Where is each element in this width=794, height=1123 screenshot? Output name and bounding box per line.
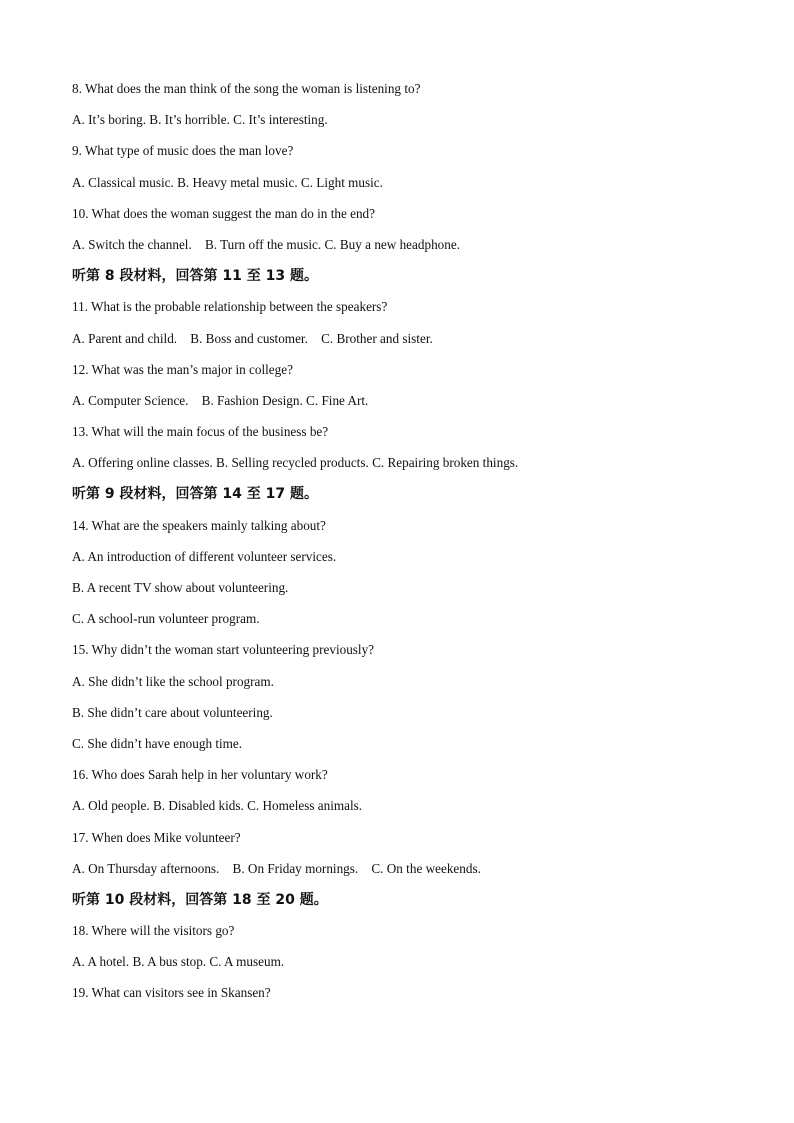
question-11: 11. What is the probable relationship between the speakers? — [72, 299, 388, 315]
option-15c: C. She didn’t have enough time. — [72, 735, 243, 751]
options-16: A. Old people. B. Disabled kids. C. Homeless animals. — [72, 798, 363, 814]
question-9: 9. What type of music does the man love? — [72, 143, 294, 159]
option-15b: B. She didn’t care about volunteering. — [72, 704, 273, 720]
options-10: A. Switch the channel. B. Turn off the music. C. Buy a new headphone. — [72, 236, 461, 252]
option-14a: A. An introduction of different volunteer services. — [72, 548, 337, 564]
options-9: A. Classical music. B. Heavy metal music. C. Light music. — [72, 174, 383, 190]
question-12: 12. What was the man’s major in college? — [72, 361, 293, 377]
question-17: 17. When does Mike volunteer? — [72, 829, 241, 845]
question-13: 13. What will the main focus of the business be? — [72, 424, 329, 440]
section-heading-10: 听第 10 段材料，回答第 18 至 20 题。 — [72, 891, 328, 908]
question-18: 18. Where will the visitors go? — [72, 923, 235, 939]
question-15: 15. Why didn’t the woman start volunteering previously? — [72, 642, 375, 658]
options-17: A. On Thursday afternoons. B. On Friday mornings. C. On the weekends. — [72, 860, 481, 876]
question-8: 8. What does the man think of the song the woman is listening to? — [72, 81, 421, 96]
section-heading-8: 听第 8 段材料，回答第 11 至 13 题。 — [72, 268, 318, 285]
options-18: A. A hotel. B. A bus stop. C. A museum. — [72, 954, 285, 970]
options-12: A. Computer Science. B. Fashion Design. C. Fine Art. — [72, 392, 369, 408]
option-14b: B. A recent TV show about volunteering. — [72, 580, 289, 595]
option-15a: A. She didn’t like the school program. — [72, 673, 274, 689]
question-19: 19. What can visitors see in Skansen? — [72, 985, 271, 1001]
options-8: A. It’s boring. B. It’s horrible. C. It’s interesting. — [72, 112, 328, 128]
section-heading-9: 听第 9 段材料，回答第 14 至 17 题。 — [72, 486, 318, 503]
question-14: 14. What are the speakers mainly talking about? — [72, 517, 326, 533]
options-11: A. Parent and child. B. Boss and customer. C. Brother and sister. — [72, 330, 433, 346]
options-13: A. Offering online classes. B. Selling recycled products. C. Repairing broken things. — [72, 455, 519, 471]
question-16: 16. Who does Sarah help in her voluntary work? — [72, 767, 328, 783]
question-10: 10. What does the woman suggest the man do in the end? — [72, 205, 376, 221]
exam-page — [72, 79, 752, 1015]
option-14c: C. A school-run volunteer program. — [72, 611, 260, 627]
